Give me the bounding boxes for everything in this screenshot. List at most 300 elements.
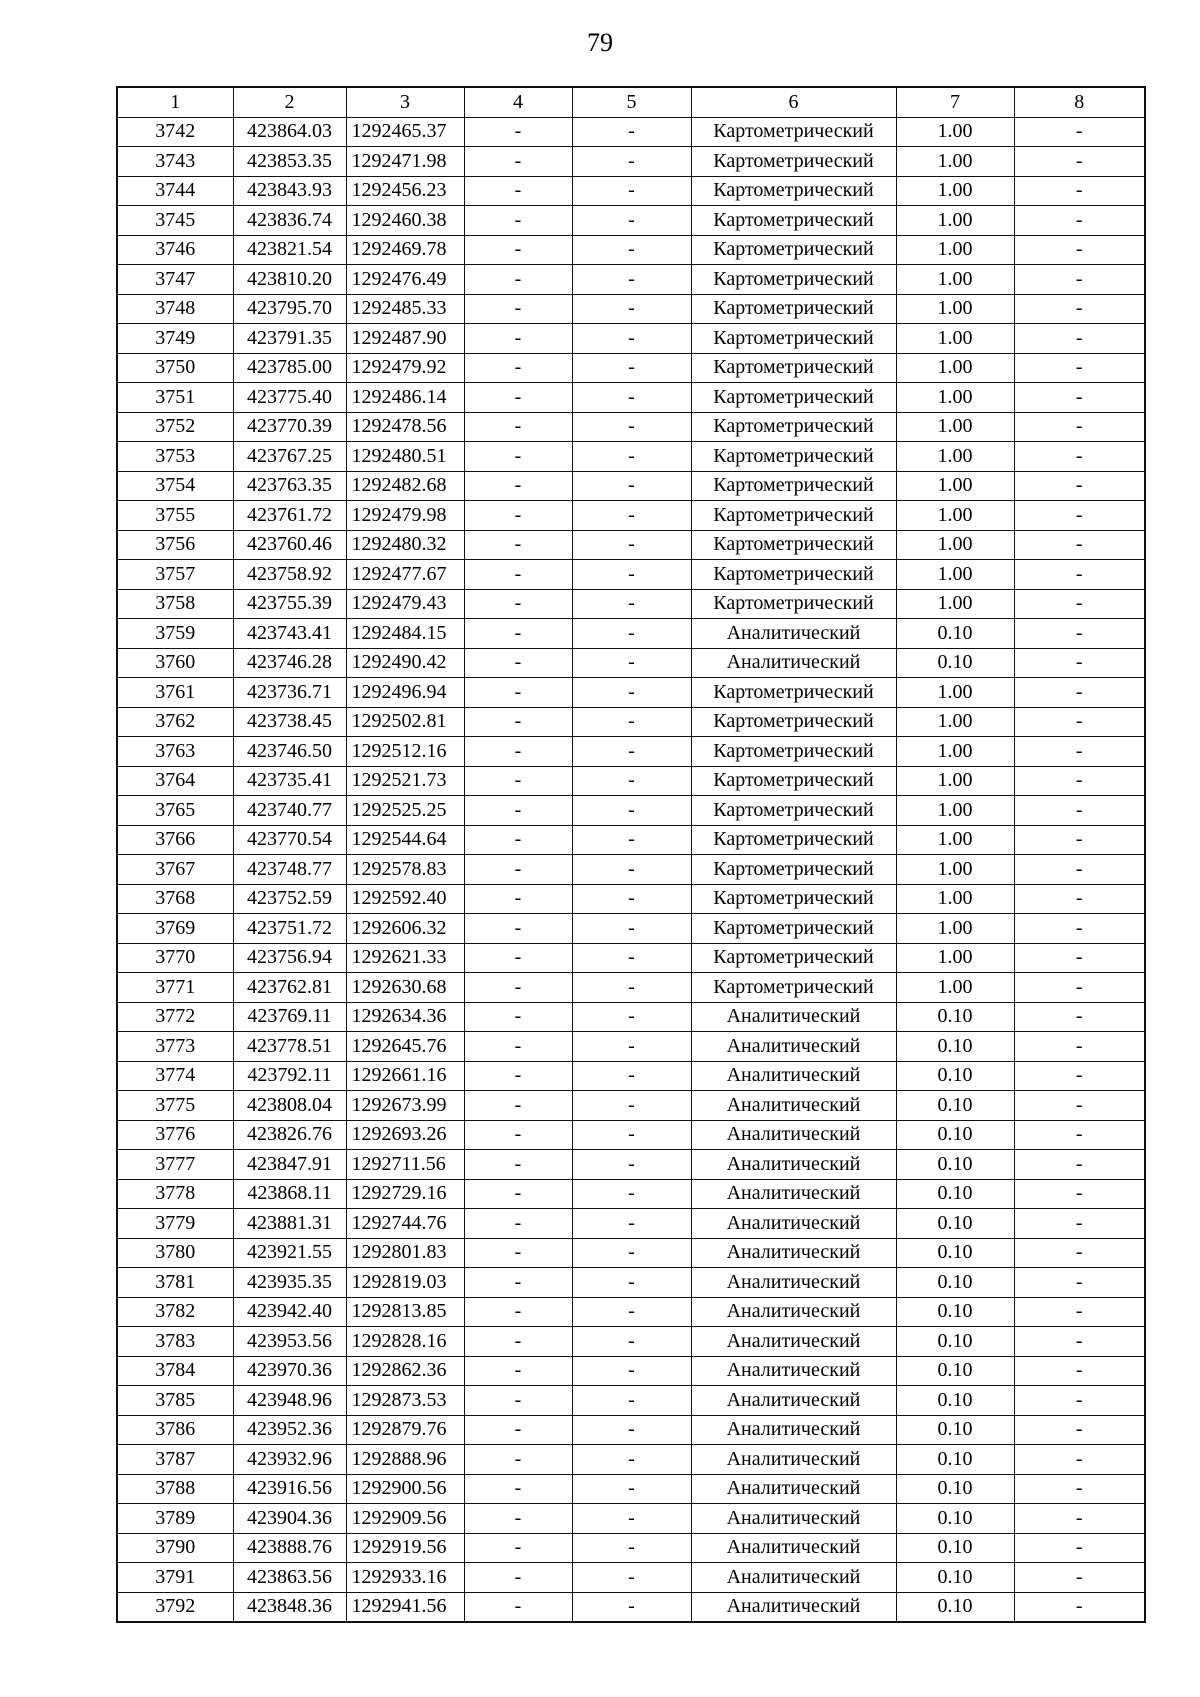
x-coordinate-cell: 423948.96	[233, 1386, 346, 1416]
point-number-cell: 3748	[117, 294, 233, 324]
y-coordinate-cell: 1292862.36	[346, 1356, 464, 1386]
point-number-cell: 3791	[117, 1563, 233, 1593]
method-cell: Аналитический	[691, 1356, 896, 1386]
method-cell: Картометрический	[691, 176, 896, 206]
table-row	[117, 560, 1145, 590]
y-coordinate-cell: 1292469.78	[346, 235, 464, 265]
y-coordinate-cell: 1292490.42	[346, 648, 464, 678]
col-5-cell: -	[572, 1179, 691, 1209]
point-number-cell: 3743	[117, 147, 233, 177]
table-row	[117, 1002, 1145, 1032]
table-row	[117, 914, 1145, 944]
point-number-cell: 3788	[117, 1474, 233, 1504]
col-8-cell: -	[1014, 1592, 1145, 1622]
accuracy-cell: 0.10	[896, 1533, 1014, 1563]
table-row	[117, 235, 1145, 265]
y-coordinate-cell: 1292460.38	[346, 206, 464, 236]
col-5-cell: -	[572, 206, 691, 236]
accuracy-cell: 1.00	[896, 530, 1014, 560]
point-number-cell: 3776	[117, 1120, 233, 1150]
x-coordinate-cell: 423770.39	[233, 412, 346, 442]
column-header: 5	[572, 87, 691, 117]
col-5-cell: -	[572, 353, 691, 383]
col-5-cell: -	[572, 530, 691, 560]
accuracy-cell: 1.00	[896, 796, 1014, 826]
x-coordinate-cell: 423755.39	[233, 589, 346, 619]
col-8-cell: -	[1014, 1445, 1145, 1475]
accuracy-cell: 1.00	[896, 560, 1014, 590]
y-coordinate-cell: 1292819.03	[346, 1268, 464, 1298]
accuracy-cell: 1.00	[896, 855, 1014, 885]
column-header: 8	[1014, 87, 1145, 117]
col-4-cell: -	[464, 737, 572, 767]
col-8-cell: -	[1014, 619, 1145, 649]
col-4-cell: -	[464, 501, 572, 531]
point-number-cell: 3746	[117, 235, 233, 265]
table-row	[117, 1091, 1145, 1121]
col-5-cell: -	[572, 117, 691, 147]
x-coordinate-cell: 423953.56	[233, 1327, 346, 1357]
method-cell: Картометрический	[691, 294, 896, 324]
method-cell: Аналитический	[691, 1533, 896, 1563]
point-number-cell: 3742	[117, 117, 233, 147]
accuracy-cell: 0.10	[896, 648, 1014, 678]
table-row	[117, 147, 1145, 177]
y-coordinate-cell: 1292873.53	[346, 1386, 464, 1416]
point-number-cell: 3752	[117, 412, 233, 442]
accuracy-cell: 0.10	[896, 1209, 1014, 1239]
point-number-cell: 3762	[117, 707, 233, 737]
table-row	[117, 1032, 1145, 1062]
table-row	[117, 412, 1145, 442]
y-coordinate-cell: 1292487.90	[346, 324, 464, 354]
method-cell: Картометрический	[691, 855, 896, 885]
accuracy-cell: 0.10	[896, 1445, 1014, 1475]
method-cell: Аналитический	[691, 1120, 896, 1150]
y-coordinate-cell: 1292496.94	[346, 678, 464, 708]
col-4-cell: -	[464, 825, 572, 855]
col-5-cell: -	[572, 884, 691, 914]
col-5-cell: -	[572, 1297, 691, 1327]
accuracy-cell: 0.10	[896, 619, 1014, 649]
x-coordinate-cell: 423746.50	[233, 737, 346, 767]
method-cell: Аналитический	[691, 619, 896, 649]
y-coordinate-cell: 1292634.36	[346, 1002, 464, 1032]
col-5-cell: -	[572, 147, 691, 177]
col-5-cell: -	[572, 1002, 691, 1032]
method-cell: Картометрический	[691, 737, 896, 767]
point-number-cell: 3744	[117, 176, 233, 206]
col-8-cell: -	[1014, 471, 1145, 501]
method-cell: Аналитический	[691, 1179, 896, 1209]
x-coordinate-cell: 423904.36	[233, 1504, 346, 1534]
col-8-cell: -	[1014, 235, 1145, 265]
point-number-cell: 3745	[117, 206, 233, 236]
col-5-cell: -	[572, 383, 691, 413]
col-4-cell: -	[464, 1061, 572, 1091]
method-cell: Картометрический	[691, 412, 896, 442]
accuracy-cell: 0.10	[896, 1002, 1014, 1032]
point-number-cell: 3769	[117, 914, 233, 944]
x-coordinate-cell: 423795.70	[233, 294, 346, 324]
y-coordinate-cell: 1292900.56	[346, 1474, 464, 1504]
table-row	[117, 619, 1145, 649]
y-coordinate-cell: 1292919.56	[346, 1533, 464, 1563]
col-5-cell: -	[572, 1445, 691, 1475]
method-cell: Аналитический	[691, 1002, 896, 1032]
col-8-cell: -	[1014, 1179, 1145, 1209]
x-coordinate-cell: 423735.41	[233, 766, 346, 796]
y-coordinate-cell: 1292479.43	[346, 589, 464, 619]
y-coordinate-cell: 1292933.16	[346, 1563, 464, 1593]
col-4-cell: -	[464, 1268, 572, 1298]
method-cell: Аналитический	[691, 1238, 896, 1268]
col-4-cell: -	[464, 914, 572, 944]
method-cell: Аналитический	[691, 1563, 896, 1593]
col-8-cell: -	[1014, 825, 1145, 855]
x-coordinate-cell: 423921.55	[233, 1238, 346, 1268]
col-4-cell: -	[464, 1179, 572, 1209]
method-cell: Аналитический	[691, 1445, 896, 1475]
col-4-cell: -	[464, 1120, 572, 1150]
accuracy-cell: 0.10	[896, 1592, 1014, 1622]
x-coordinate-cell: 423770.54	[233, 825, 346, 855]
col-8-cell: -	[1014, 117, 1145, 147]
col-4-cell: -	[464, 1150, 572, 1180]
point-number-cell: 3778	[117, 1179, 233, 1209]
col-5-cell: -	[572, 1592, 691, 1622]
method-cell: Картометрический	[691, 471, 896, 501]
x-coordinate-cell: 423778.51	[233, 1032, 346, 1062]
point-number-cell: 3749	[117, 324, 233, 354]
col-5-cell: -	[572, 1032, 691, 1062]
col-8-cell: -	[1014, 294, 1145, 324]
col-5-cell: -	[572, 1327, 691, 1357]
table-row	[117, 678, 1145, 708]
col-4-cell: -	[464, 560, 572, 590]
col-8-cell: -	[1014, 176, 1145, 206]
y-coordinate-cell: 1292482.68	[346, 471, 464, 501]
y-coordinate-cell: 1292512.16	[346, 737, 464, 767]
y-coordinate-cell: 1292521.73	[346, 766, 464, 796]
y-coordinate-cell: 1292744.76	[346, 1209, 464, 1239]
method-cell: Картометрический	[691, 530, 896, 560]
col-8-cell: -	[1014, 412, 1145, 442]
col-4-cell: -	[464, 678, 572, 708]
y-coordinate-cell: 1292471.98	[346, 147, 464, 177]
col-8-cell: -	[1014, 707, 1145, 737]
x-coordinate-cell: 423775.40	[233, 383, 346, 413]
table-row	[117, 1356, 1145, 1386]
col-5-cell: -	[572, 707, 691, 737]
y-coordinate-cell: 1292486.14	[346, 383, 464, 413]
col-5-cell: -	[572, 855, 691, 885]
x-coordinate-cell: 423864.03	[233, 117, 346, 147]
col-5-cell: -	[572, 442, 691, 472]
table-row	[117, 1061, 1145, 1091]
col-5-cell: -	[572, 1474, 691, 1504]
table-row	[117, 1386, 1145, 1416]
y-coordinate-cell: 1292661.16	[346, 1061, 464, 1091]
x-coordinate-cell: 423970.36	[233, 1356, 346, 1386]
col-4-cell: -	[464, 589, 572, 619]
point-number-cell: 3772	[117, 1002, 233, 1032]
accuracy-cell: 0.10	[896, 1032, 1014, 1062]
point-number-cell: 3790	[117, 1533, 233, 1563]
col-4-cell: -	[464, 1297, 572, 1327]
x-coordinate-cell: 423848.36	[233, 1592, 346, 1622]
point-number-cell: 3773	[117, 1032, 233, 1062]
table-row	[117, 265, 1145, 295]
point-number-cell: 3767	[117, 855, 233, 885]
y-coordinate-cell: 1292476.49	[346, 265, 464, 295]
accuracy-cell: 1.00	[896, 737, 1014, 767]
y-coordinate-cell: 1292544.64	[346, 825, 464, 855]
method-cell: Аналитический	[691, 1415, 896, 1445]
col-4-cell: -	[464, 1592, 572, 1622]
table-row	[117, 825, 1145, 855]
col-8-cell: -	[1014, 1002, 1145, 1032]
y-coordinate-cell: 1292484.15	[346, 619, 464, 649]
col-4-cell: -	[464, 294, 572, 324]
col-8-cell: -	[1014, 1032, 1145, 1062]
point-number-cell: 3754	[117, 471, 233, 501]
col-8-cell: -	[1014, 530, 1145, 560]
col-8-cell: -	[1014, 383, 1145, 413]
col-4-cell: -	[464, 235, 572, 265]
y-coordinate-cell: 1292592.40	[346, 884, 464, 914]
col-4-cell: -	[464, 707, 572, 737]
accuracy-cell: 1.00	[896, 294, 1014, 324]
accuracy-cell: 1.00	[896, 442, 1014, 472]
accuracy-cell: 1.00	[896, 678, 1014, 708]
col-5-cell: -	[572, 737, 691, 767]
col-5-cell: -	[572, 1061, 691, 1091]
col-4-cell: -	[464, 943, 572, 973]
accuracy-cell: 0.10	[896, 1327, 1014, 1357]
x-coordinate-cell: 423763.35	[233, 471, 346, 501]
x-coordinate-cell: 423746.28	[233, 648, 346, 678]
accuracy-cell: 1.00	[896, 412, 1014, 442]
x-coordinate-cell: 423738.45	[233, 707, 346, 737]
col-4-cell: -	[464, 648, 572, 678]
x-coordinate-cell: 423740.77	[233, 796, 346, 826]
col-8-cell: -	[1014, 206, 1145, 236]
method-cell: Картометрический	[691, 383, 896, 413]
x-coordinate-cell: 423932.96	[233, 1445, 346, 1475]
col-8-cell: -	[1014, 766, 1145, 796]
accuracy-cell: 0.10	[896, 1150, 1014, 1180]
point-number-cell: 3760	[117, 648, 233, 678]
col-8-cell: -	[1014, 855, 1145, 885]
method-cell: Картометрический	[691, 147, 896, 177]
point-number-cell: 3774	[117, 1061, 233, 1091]
table-row	[117, 796, 1145, 826]
accuracy-cell: 1.00	[896, 235, 1014, 265]
col-5-cell: -	[572, 501, 691, 531]
col-5-cell: -	[572, 1120, 691, 1150]
col-4-cell: -	[464, 1563, 572, 1593]
method-cell: Картометрический	[691, 501, 896, 531]
method-cell: Картометрический	[691, 796, 896, 826]
col-5-cell: -	[572, 1563, 691, 1593]
col-5-cell: -	[572, 324, 691, 354]
col-8-cell: -	[1014, 560, 1145, 590]
table-row	[117, 324, 1145, 354]
point-number-cell: 3751	[117, 383, 233, 413]
col-8-cell: -	[1014, 265, 1145, 295]
y-coordinate-cell: 1292909.56	[346, 1504, 464, 1534]
table-row	[117, 648, 1145, 678]
table-row	[117, 1327, 1145, 1357]
col-4-cell: -	[464, 353, 572, 383]
x-coordinate-cell: 423785.00	[233, 353, 346, 383]
x-coordinate-cell: 423736.71	[233, 678, 346, 708]
y-coordinate-cell: 1292478.56	[346, 412, 464, 442]
point-number-cell: 3783	[117, 1327, 233, 1357]
method-cell: Картометрический	[691, 206, 896, 236]
accuracy-cell: 1.00	[896, 471, 1014, 501]
method-cell: Аналитический	[691, 1061, 896, 1091]
method-cell: Аналитический	[691, 1504, 896, 1534]
col-5-cell: -	[572, 1533, 691, 1563]
x-coordinate-cell: 423762.81	[233, 973, 346, 1003]
col-8-cell: -	[1014, 1474, 1145, 1504]
x-coordinate-cell: 423758.92	[233, 560, 346, 590]
col-4-cell: -	[464, 1504, 572, 1534]
col-8-cell: -	[1014, 1238, 1145, 1268]
accuracy-cell: 1.00	[896, 206, 1014, 236]
col-4-cell: -	[464, 530, 572, 560]
col-8-cell: -	[1014, 1209, 1145, 1239]
col-8-cell: -	[1014, 324, 1145, 354]
accuracy-cell: 1.00	[896, 117, 1014, 147]
y-coordinate-cell: 1292813.85	[346, 1297, 464, 1327]
table-row	[117, 855, 1145, 885]
col-5-cell: -	[572, 914, 691, 944]
table-row	[117, 471, 1145, 501]
col-5-cell: -	[572, 648, 691, 678]
accuracy-cell: 1.00	[896, 707, 1014, 737]
table-row	[117, 1238, 1145, 1268]
point-number-cell: 3759	[117, 619, 233, 649]
table-row	[117, 766, 1145, 796]
col-5-cell: -	[572, 294, 691, 324]
col-5-cell: -	[572, 412, 691, 442]
y-coordinate-cell: 1292485.33	[346, 294, 464, 324]
col-4-cell: -	[464, 973, 572, 1003]
y-coordinate-cell: 1292693.26	[346, 1120, 464, 1150]
method-cell: Картометрический	[691, 914, 896, 944]
col-5-cell: -	[572, 678, 691, 708]
table-row	[117, 589, 1145, 619]
table-row	[117, 1150, 1145, 1180]
table-row	[117, 1474, 1145, 1504]
col-4-cell: -	[464, 1415, 572, 1445]
method-cell: Аналитический	[691, 1474, 896, 1504]
col-8-cell: -	[1014, 353, 1145, 383]
point-number-cell: 3753	[117, 442, 233, 472]
method-cell: Картометрический	[691, 589, 896, 619]
method-cell: Картометрический	[691, 117, 896, 147]
y-coordinate-cell: 1292578.83	[346, 855, 464, 885]
col-5-cell: -	[572, 1091, 691, 1121]
x-coordinate-cell: 423748.77	[233, 855, 346, 885]
point-number-cell: 3765	[117, 796, 233, 826]
col-4-cell: -	[464, 796, 572, 826]
table-header-row	[117, 87, 1145, 117]
col-8-cell: -	[1014, 1415, 1145, 1445]
accuracy-cell: 1.00	[896, 501, 1014, 531]
x-coordinate-cell: 423808.04	[233, 1091, 346, 1121]
table-row	[117, 1592, 1145, 1622]
point-number-cell: 3750	[117, 353, 233, 383]
col-8-cell: -	[1014, 501, 1145, 531]
col-8-cell: -	[1014, 737, 1145, 767]
method-cell: Картометрический	[691, 707, 896, 737]
col-4-cell: -	[464, 1533, 572, 1563]
x-coordinate-cell: 423769.11	[233, 1002, 346, 1032]
col-4-cell: -	[464, 619, 572, 649]
col-5-cell: -	[572, 943, 691, 973]
x-coordinate-cell: 423751.72	[233, 914, 346, 944]
y-coordinate-cell: 1292879.76	[346, 1415, 464, 1445]
col-4-cell: -	[464, 1445, 572, 1475]
y-coordinate-cell: 1292465.37	[346, 117, 464, 147]
x-coordinate-cell: 423853.35	[233, 147, 346, 177]
point-number-cell: 3784	[117, 1356, 233, 1386]
accuracy-cell: 0.10	[896, 1120, 1014, 1150]
column-header: 7	[896, 87, 1014, 117]
accuracy-cell: 0.10	[896, 1386, 1014, 1416]
point-number-cell: 3763	[117, 737, 233, 767]
x-coordinate-cell: 423810.20	[233, 265, 346, 295]
col-8-cell: -	[1014, 1150, 1145, 1180]
col-8-cell: -	[1014, 1327, 1145, 1357]
method-cell: Картометрический	[691, 678, 896, 708]
point-number-cell: 3761	[117, 678, 233, 708]
x-coordinate-cell: 423942.40	[233, 1297, 346, 1327]
y-coordinate-cell: 1292888.96	[346, 1445, 464, 1475]
column-header: 1	[117, 87, 233, 117]
method-cell: Аналитический	[691, 1327, 896, 1357]
method-cell: Аналитический	[691, 1386, 896, 1416]
y-coordinate-cell: 1292502.81	[346, 707, 464, 737]
accuracy-cell: 1.00	[896, 943, 1014, 973]
column-header: 6	[691, 87, 896, 117]
table-row	[117, 117, 1145, 147]
method-cell: Картометрический	[691, 442, 896, 472]
table-row	[117, 206, 1145, 236]
col-4-cell: -	[464, 1002, 572, 1032]
col-5-cell: -	[572, 1150, 691, 1180]
col-8-cell: -	[1014, 796, 1145, 826]
y-coordinate-cell: 1292828.16	[346, 1327, 464, 1357]
col-4-cell: -	[464, 1209, 572, 1239]
y-coordinate-cell: 1292480.51	[346, 442, 464, 472]
method-cell: Картометрический	[691, 943, 896, 973]
table-row	[117, 294, 1145, 324]
table-row	[117, 383, 1145, 413]
col-8-cell: -	[1014, 1563, 1145, 1593]
x-coordinate-cell: 423863.56	[233, 1563, 346, 1593]
table-row	[117, 1179, 1145, 1209]
col-5-cell: -	[572, 1356, 691, 1386]
col-5-cell: -	[572, 265, 691, 295]
point-number-cell: 3789	[117, 1504, 233, 1534]
column-header: 2	[233, 87, 346, 117]
accuracy-cell: 1.00	[896, 147, 1014, 177]
